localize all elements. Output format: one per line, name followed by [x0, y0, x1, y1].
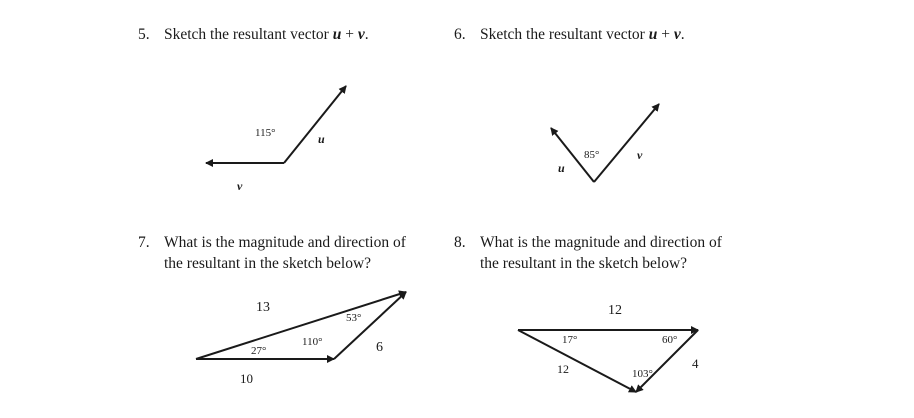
problem-number: 7.: [138, 234, 150, 251]
length-bottom: 10: [240, 371, 253, 386]
length-left: 12: [557, 362, 569, 376]
angle-label: 115°: [255, 127, 276, 139]
label-u: u: [318, 132, 325, 146]
side-right: [334, 292, 406, 359]
angle-top: 53°: [346, 312, 362, 324]
vector-v: [594, 104, 659, 182]
problem-number: 5.: [138, 26, 150, 43]
problem-text: Sketch the resultant vector u + v.: [164, 26, 369, 43]
angle-left: 27°: [251, 345, 267, 357]
angle-bottom: 103°: [632, 368, 653, 380]
figure-6: [551, 104, 659, 182]
problem-text-line2: the resultant in the sketch below?: [480, 255, 688, 272]
vector-u: [284, 86, 346, 163]
figure-5: [206, 86, 346, 163]
label-v: v: [637, 148, 643, 162]
figure-7: [196, 292, 406, 359]
angle-label: 85°: [584, 149, 600, 161]
angle-mid: 110°: [302, 336, 323, 348]
problem-number: 8.: [454, 234, 466, 251]
label-v: v: [237, 179, 243, 193]
side-top: [196, 292, 406, 359]
length-right: 4: [692, 356, 699, 371]
label-u: u: [558, 161, 565, 175]
length-right: 6: [376, 340, 383, 355]
length-top: 12: [608, 303, 622, 318]
problem-text: Sketch the resultant vector u + v.: [480, 26, 685, 43]
problem-text-line1: What is the magnitude and direction of: [480, 234, 722, 251]
problem-text-line1: What is the magnitude and direction of: [164, 234, 406, 251]
problem-number: 6.: [454, 26, 466, 43]
angle-left: 17°: [562, 334, 578, 346]
length-top: 13: [256, 300, 270, 315]
angle-right: 60°: [662, 334, 678, 346]
problem-text-line2: the resultant in the sketch below?: [164, 255, 372, 272]
